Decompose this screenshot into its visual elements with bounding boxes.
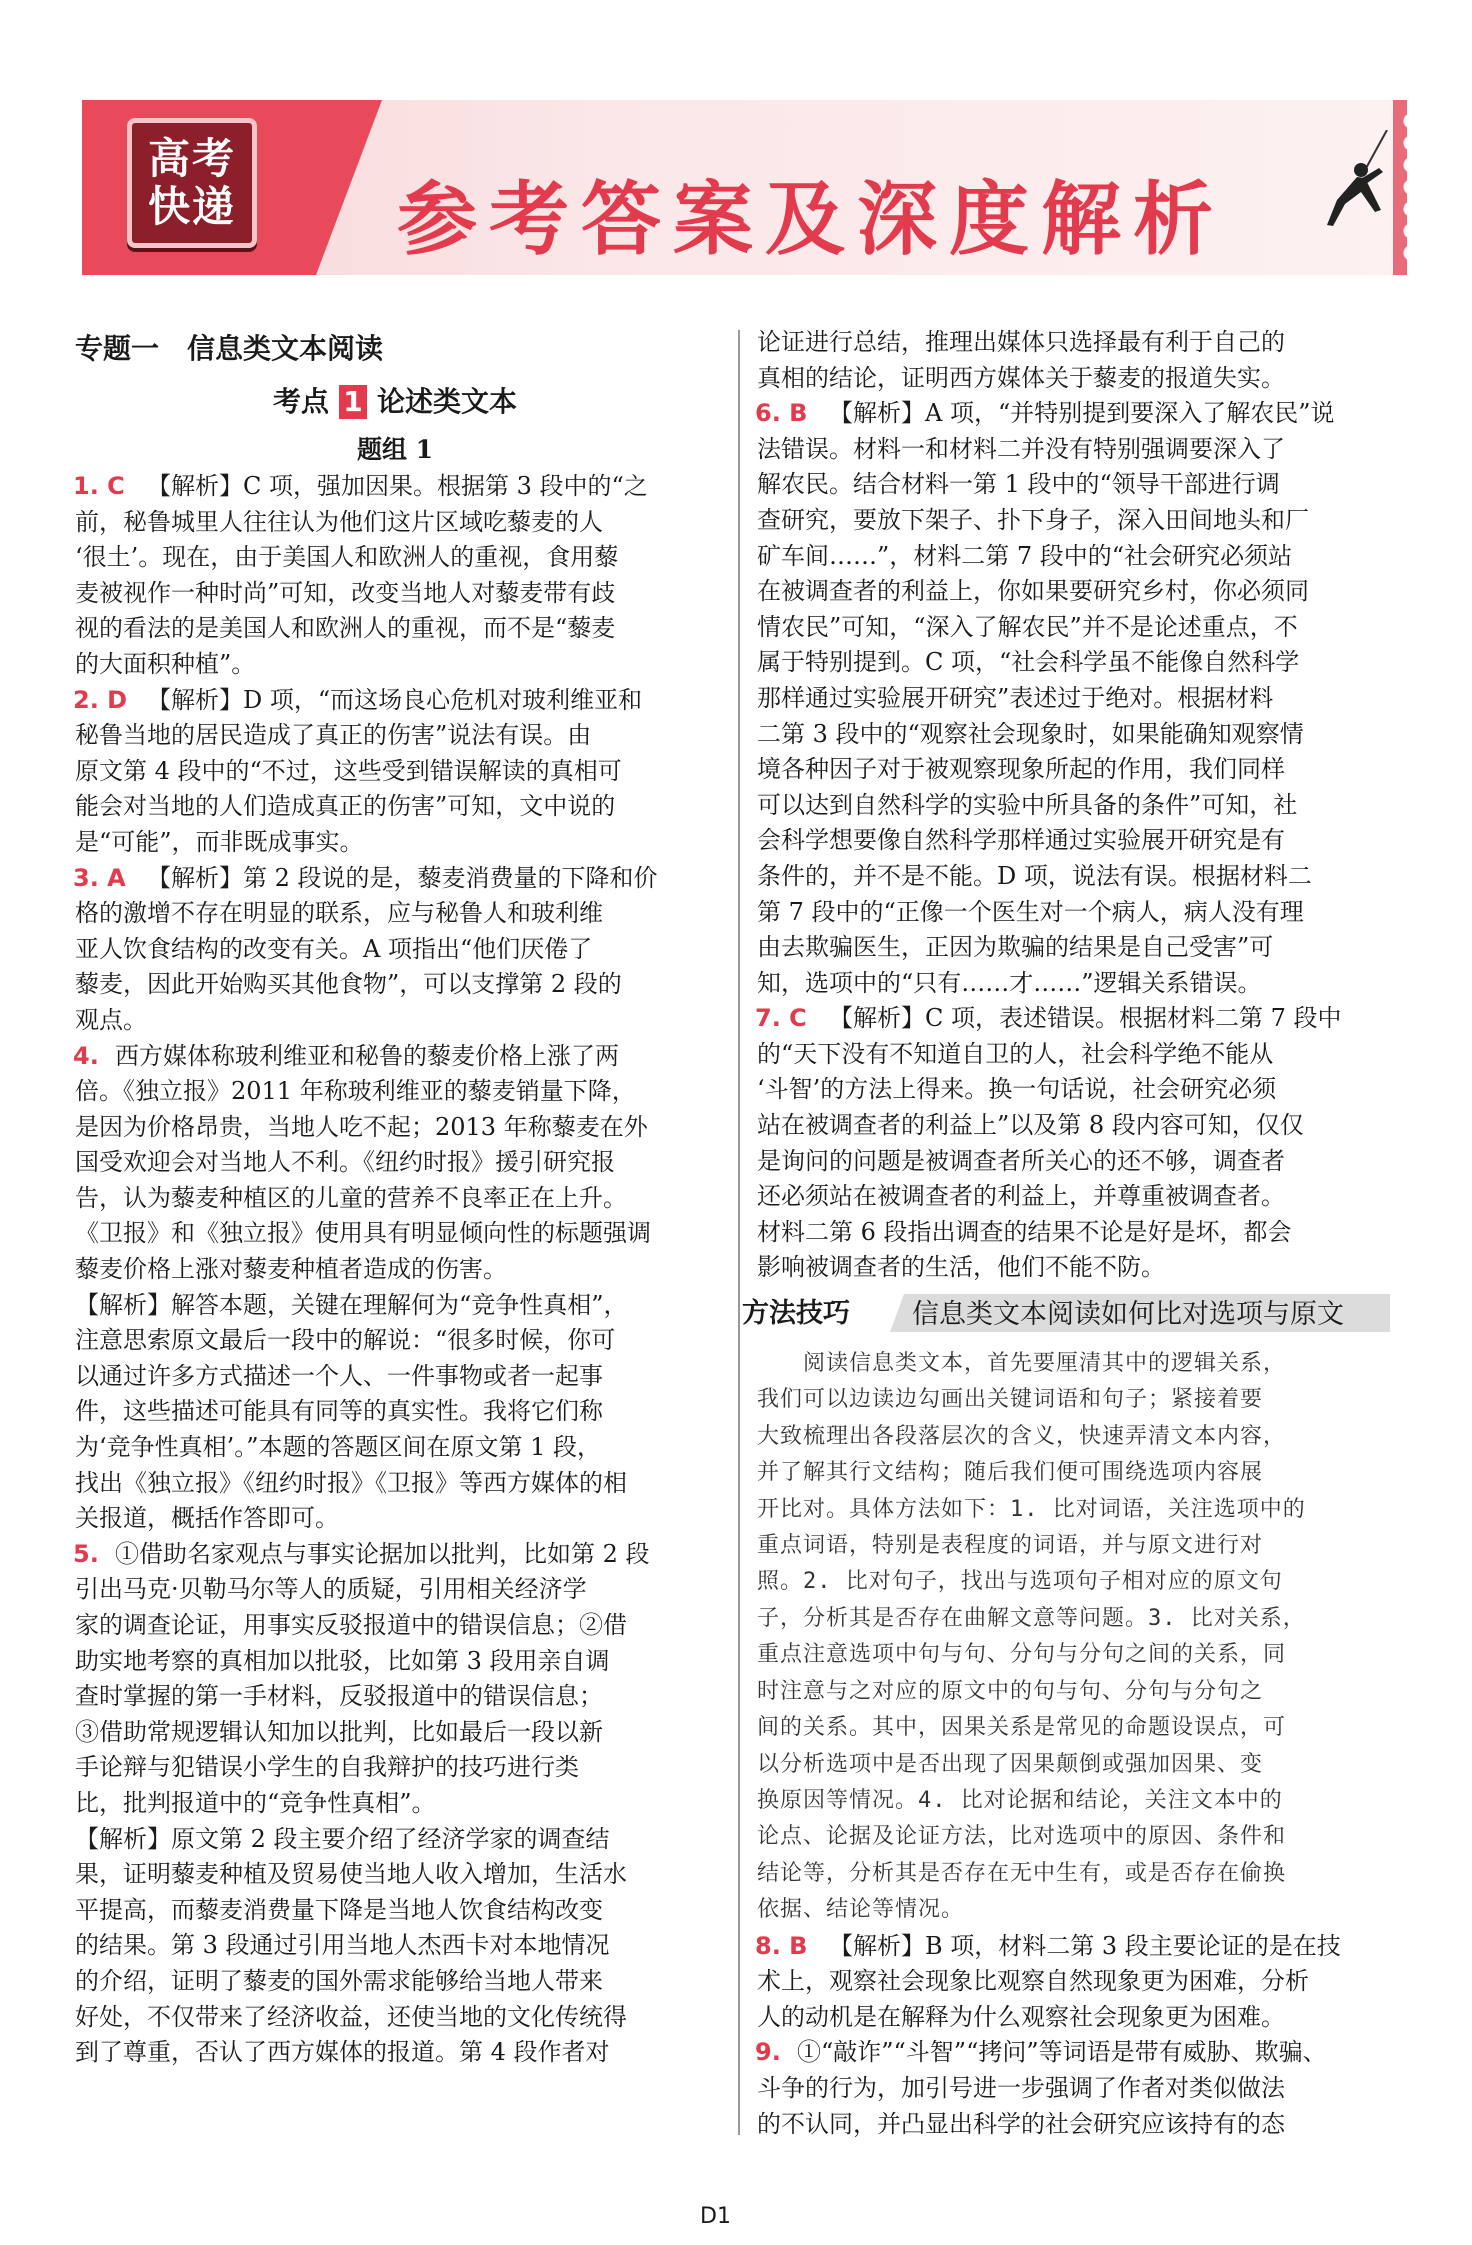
answer-text: 【解析】D 项，“而这场良心危机对玻利维亚和 [147, 685, 643, 714]
answer-line [757, 610, 1389, 646]
method-line: 间的关系。其中，因果关系是常见的命题设误点，可 [757, 1715, 1287, 1741]
page-number: D1 [700, 2204, 731, 2229]
answer-line [757, 752, 1389, 788]
answer-text: 倍。《独立报》2011 年称玻利维亚的藜麦销量下降， [75, 1077, 636, 1106]
method-line: 以分析选项中是否出现了因果颠倒或强加因果、变 [757, 1751, 1264, 1777]
answer-text: 好处，不仅带来了经济收益，还使当地的文化传统得 [75, 2002, 627, 2031]
answer-q2 [75, 683, 715, 861]
answer-text: 西方媒体称玻利维亚和秘鲁的藜麦价格上涨了两 [115, 1041, 619, 1070]
answer-line [75, 2000, 715, 2036]
method-tips-label: 方法技巧 [742, 1298, 850, 1330]
answer-line [75, 967, 715, 1003]
answer-line [75, 1110, 715, 1146]
answer-q8 [757, 1929, 1389, 2036]
answer-text: 的不认同，并凸显出科学的社会研究应该持有的态 [757, 2109, 1285, 2138]
method-line: 开比对。具体方法如下：1. 比对词语，关注选项中的 [757, 1496, 1306, 1522]
column-divider [738, 330, 740, 2135]
answer-q5 [75, 1537, 715, 2071]
answer-line [757, 396, 1389, 432]
answer-line [75, 896, 715, 932]
answer-text: 《卫报》和《独立报》使用具有明显倾向性的标题强调 [75, 1219, 651, 1248]
answer-line [757, 1108, 1389, 1144]
answer-text: 引出马克·贝勒马尔等人的质疑，引用相关经济学 [75, 1575, 587, 1604]
question-number: 8. B [755, 1931, 808, 1960]
answer-line [75, 505, 715, 541]
answer-line [75, 1394, 715, 1430]
answer-text: 矿车间……”，材料二第 7 段中的“社会研究必须站 [757, 541, 1293, 570]
answer-line [757, 930, 1389, 966]
answer-text: 藜麦价格上涨对藜麦种植者造成的伤害。 [75, 1255, 507, 1284]
answer-line [75, 1216, 715, 1252]
left-column [75, 325, 715, 2071]
answer-text: 找出《独立报》《纽约时报》《卫报》等西方媒体的相 [75, 1468, 627, 1497]
answer-text: 前，秘鲁城里人往往认为他们这片区域吃藜麦的人 [75, 507, 603, 536]
kaodian-heading [75, 373, 715, 431]
answer-line [75, 1928, 715, 1964]
method-tips-body [757, 1346, 1389, 1929]
answer-text: 站在被调查者的利益上”以及第 8 段内容可知，仅仅 [757, 1111, 1304, 1140]
answer-text: 解农民。结合材料一第 1 段中的“领导干部进行调 [757, 470, 1280, 499]
answer-line [757, 859, 1389, 895]
answer-text: 二第 3 段中的“观察社会现象时，如果能确知观察情 [757, 719, 1304, 748]
method-line: 子，分析其是否存在曲解文意等问题。3. 比对关系， [757, 1605, 1306, 1631]
answer-line [757, 645, 1389, 681]
right-column [742, 325, 1389, 2142]
answer-line [75, 1964, 715, 2000]
answer-text: 人的动机是在解释为什么观察社会现象更为困难。 [757, 2002, 1285, 2031]
answer-text: 境各种因子对于被观察现象所起的作用，我们同样 [757, 755, 1285, 784]
answer-text: 注意思索原文最后一段中的解说：“很多时候，你可 [75, 1326, 616, 1355]
answer-text: 助实地考察的真相加以批驳，比如第 3 段用亲自调 [75, 1646, 610, 1675]
answer-text: 材料二第 6 段指出调查的结果不论是好是坏，都会 [757, 1217, 1292, 1246]
answer-line [75, 1501, 715, 1537]
section-title: 专题一 信息类文本阅读 [75, 332, 384, 365]
answer-line [75, 1323, 715, 1359]
answer-text: 为‘竞争性真相’。”本题的答题区间在原文第 1 段， [75, 1433, 602, 1462]
method-line: 照。2. 比对句子，找出与选项句子相对应的原文句 [757, 1569, 1283, 1595]
answer-text: 法错误。材料一和材料二并没有特别强调要深入了 [757, 434, 1285, 463]
answer-text: 【解析】B 项，材料二第 3 段主要论证的是在技 [829, 1931, 1341, 1960]
answer-text: 到了尊重，否认了西方媒体的报道。第 4 段作者对 [75, 2038, 610, 2067]
group-title: 题组 1 [356, 435, 434, 464]
answer-line [75, 1288, 715, 1324]
answer-line [75, 2035, 715, 2071]
method-tips-header [742, 1292, 1390, 1338]
answer-line [75, 1074, 715, 1110]
answer-line [75, 1039, 715, 1075]
answer-q3 [75, 861, 715, 1039]
answer-text: ①“敲诈”“斗智”“拷问”等词语是带有威胁、欺骗、 [797, 2038, 1327, 2067]
kaodian-label: 考点 [272, 385, 329, 418]
answer-line [75, 861, 715, 897]
question-number: 6. B [755, 399, 808, 428]
header-banner [82, 100, 1407, 275]
answer-line [75, 1252, 715, 1288]
answer-text: 是询问的问题是被调查者所关心的还不够，调查者 [757, 1146, 1285, 1175]
answer-text: 亚人饮食结构的改变有关。A 项指出“他们厌倦了 [75, 934, 593, 963]
kaodian-title: 论述类文本 [377, 385, 518, 418]
answer-text: 【解析】A 项，“并特别提到要深入了解农民”说 [829, 399, 1335, 428]
answer-text: ‘很土’。现在，由于美国人和欧洲人的重视，食用藜 [75, 543, 619, 572]
answer-text: 件，这些描述可能具有同等的真实性。我将它们称 [75, 1397, 603, 1426]
answer-line [75, 1644, 715, 1680]
answer-line [75, 1145, 715, 1181]
answer-line [757, 432, 1389, 468]
method-line: 论点、论据及论证方法，比对选项中的原因、条件和 [757, 1824, 1287, 1850]
answer-line [75, 1786, 715, 1822]
answer-line [75, 1003, 715, 1039]
answer-text: 【解析】第 2 段说的是，藜麦消费量的下降和价 [147, 863, 658, 892]
method-line: 依据、结论等情况。 [757, 1897, 965, 1923]
answer-line [757, 1037, 1389, 1073]
answer-line [757, 2035, 1389, 2071]
answer-text: 斗争的行为，加引号进一步强调了作者对类似做法 [757, 2073, 1285, 2102]
question-number: 1. C [73, 472, 125, 500]
answer-text: 比，批判报道中的“竞争性真相”。 [75, 1788, 436, 1817]
answer-text: 的结果。第 3 段通过引用当地人杰西卡对本地情况 [75, 1931, 610, 1960]
answer-line [75, 1572, 715, 1608]
answer-line [75, 1466, 715, 1502]
answer-text: 条件的，并不是不能。D 项，说法有误。根据材料二 [757, 861, 1312, 890]
answer-line [757, 539, 1389, 575]
answer-line [75, 1893, 715, 1929]
answer-line [75, 1715, 715, 1751]
question-number: 2. D [73, 685, 128, 714]
answer-text: 第 7 段中的“正像一个医生对一个病人，病人没有理 [757, 897, 1304, 926]
method-line: 结论等，分析其是否存在无中生有，或是否存在偷换 [757, 1860, 1287, 1886]
q5-continued [757, 325, 1389, 396]
answer-text: 影响被调查者的生活，他们不能不防。 [757, 1253, 1165, 1282]
answer-text: 情农民”可知，“深入了解农民”并不是论述重点，不 [757, 612, 1298, 641]
answer-text: 以通过许多方式描述一个人、一件事物或者一起事 [75, 1361, 603, 1390]
answer-line [757, 1250, 1389, 1286]
answer-q6 [757, 396, 1389, 1001]
answer-line [757, 1179, 1389, 1215]
answer-text: 可以达到自然科学的实验中所具备的条件”可知，社 [757, 790, 1298, 819]
page-title: 参考答案及深度解析 [397, 172, 1225, 266]
answer-text: 是“可能”，而非既成事实。 [75, 827, 364, 856]
answer-text: ③借助常规逻辑认知加以批判，比如最后一段以新 [75, 1717, 603, 1746]
answer-line [75, 1750, 715, 1786]
answer-text: ‘斗智’的方法上得来。换一句话说，社会研究必须 [757, 1075, 1277, 1104]
climber-silhouette-icon [1317, 130, 1397, 240]
answer-text: 能会对当地的人们造成真正的伤害”可知，文中说的 [75, 792, 616, 821]
answer-line [75, 932, 715, 968]
answer-line [757, 823, 1389, 859]
answer-text: 麦被视作一种时尚”可知，改变当地人对藜麦带有歧 [75, 578, 616, 607]
answer-text: 国受欢迎会对当地人不利。《纽约时报》援引研究报 [75, 1148, 615, 1177]
question-number: 4. [73, 1041, 99, 1070]
answer-line [757, 2000, 1389, 2036]
answer-text: 的大面积种植”。 [75, 649, 256, 678]
answer-text: 观点。 [75, 1005, 147, 1034]
method-line: 时注意与之对应的原文中的句与句、分句与分句之 [757, 1678, 1264, 1704]
answer-text: 视的看法的是美国人和欧洲人的重视，而不是“藜麦 [75, 614, 616, 643]
answer-text: 查时掌握的第一手材料，反驳报道中的错误信息； [75, 1682, 603, 1711]
answer-text: 秘鲁当地的居民造成了真正的伤害”说法有误。由 [75, 721, 592, 750]
answer-line [757, 503, 1389, 539]
answer-line [75, 718, 715, 754]
answer-line [757, 681, 1389, 717]
answer-line [757, 1964, 1389, 2000]
answer-line [757, 574, 1389, 610]
gaokao-kuaidi-logo [127, 118, 257, 248]
question-number: 3. A [73, 863, 126, 892]
answer-line [757, 1215, 1389, 1251]
answer-line [75, 1822, 715, 1858]
answer-line [75, 611, 715, 647]
watermark: ​ [285, 1281, 315, 1442]
answer-line [757, 2107, 1389, 2143]
method-line: 重点注意选项中句与句、分句与分句之间的关系，同 [757, 1642, 1287, 1668]
answer-line [75, 1608, 715, 1644]
kaodian-number-badge: 1 [339, 385, 367, 419]
answer-line [757, 1001, 1389, 1037]
answer-q4 [75, 1039, 715, 1537]
answer-line [75, 576, 715, 612]
answer-line [757, 717, 1389, 753]
answer-line [75, 1181, 715, 1217]
answer-text: 在被调查者的利益上，你如果要研究乡村，你必须同 [757, 577, 1309, 606]
answer-text: 关报道，概括作答即可。 [75, 1504, 339, 1533]
answer-line [757, 2071, 1389, 2107]
method-line: 阅读信息类文本，首先要厘清其中的逻辑关系， [757, 1351, 1287, 1377]
answer-text: 知，选项中的“只有……才……”逻辑关系错误。 [757, 968, 1262, 997]
answer-line [75, 683, 715, 719]
answer-text: 家的调查论证，用事实反驳报道中的错误信息；②借 [75, 1611, 627, 1639]
answer-q7 [757, 1001, 1389, 1286]
answer-text: 【解析】原文第 2 段主要介绍了经济学家的调查结 [75, 1824, 610, 1853]
answer-line [75, 1430, 715, 1466]
answer-text: 由去欺骗医生，正因为欺骗的结果是自己受害”可 [757, 933, 1274, 962]
answer-line [75, 1679, 715, 1715]
answer-text: 平提高，而藜麦消费量下降是当地人饮食结构改变 [75, 1895, 603, 1924]
answer-text: 查研究，要放下架子、扑下身子，深入田间地头和厂 [757, 505, 1309, 534]
answer-text: 告，认为藜麦种植区的儿童的营养不良率正在上升。 [75, 1183, 627, 1212]
answer-line [75, 825, 715, 861]
answer-line [757, 1929, 1389, 1965]
answer-line [757, 1144, 1389, 1180]
answer-line [75, 469, 715, 505]
answer-text: 手论辩与犯错误小学生的自我辩护的技巧进行类 [75, 1753, 579, 1782]
answer-q9 [757, 2035, 1389, 2142]
method-line: 重点词语，特别是表程度的词语，并与原文进行对 [757, 1533, 1264, 1559]
method-line: 大致梳理出各段落层次的含义，快速弄清文本内容， [757, 1423, 1287, 1449]
answer-text: 格的激增不存在明显的联系，应与秘鲁人和玻利维 [75, 899, 603, 928]
answer-line [75, 1359, 715, 1395]
answer-line [757, 966, 1389, 1002]
answer-line [75, 1857, 715, 1893]
answer-text: 属于特别提到。C 项，“社会科学虽不能像自然科学 [757, 648, 1300, 677]
answer-line [757, 1072, 1389, 1108]
method-tips-title: 信息类文本阅读如何比对选项与原文 [912, 1299, 1344, 1331]
answer-text: 会科学想要像自然科学那样通过实验展开研究是有 [757, 826, 1285, 855]
answer-line: 论证进行总结，推理出媒体只选择最有利于自己的 [757, 328, 1285, 356]
answer-line [75, 754, 715, 790]
answer-text: 【解析】C 项，强加因果。根据第 3 段中的“之 [147, 472, 648, 500]
answer-line: 真相的结论，证明西方媒体关于藜麦的报道失实。 [757, 363, 1285, 392]
answer-text: 果，证明藜麦种植及贸易使当地人收入增加，生活水 [75, 1860, 627, 1889]
answer-text: 还必须站在被调查者的利益上，并尊重被调查者。 [757, 1182, 1285, 1211]
logo-line-1: 高考 [147, 134, 236, 183]
answer-q1 [75, 469, 715, 683]
logo-line-2: 快递 [147, 182, 236, 231]
answer-text: 原文第 4 段中的“不过，这些受到错误解读的真相可 [75, 756, 622, 785]
answer-text: 术上，观察社会现象比观察自然现象更为困难，分析 [757, 1967, 1309, 1996]
question-number: 7. C [755, 1004, 807, 1033]
method-line: 换原因等情况。4. 比对论据和结论，关注文本中的 [757, 1787, 1283, 1813]
answer-text: 那样通过实验展开研究”表述过于绝对。根据材料 [757, 683, 1274, 712]
answer-text: ①借助名家观点与事实论据加以批判，比如第 2 段 [115, 1539, 650, 1568]
answer-text: 的介绍，证明了藜麦的国外需求能够给当地人带来 [75, 1966, 603, 1995]
answer-text: 藜麦，因此开始购买其他食物”，可以支撑第 2 段的 [75, 970, 622, 999]
answer-text: 【解析】解答本题，关键在理解何为“竞争性真相”， [75, 1290, 628, 1319]
answer-text: 【解析】C 项，表述错误。根据材料二第 7 段中 [829, 1004, 1342, 1033]
answer-line [75, 789, 715, 825]
answer-line [757, 788, 1389, 824]
answer-text: 是因为价格昂贵，当地人吃不起；2013 年称藜麦在外 [75, 1112, 648, 1141]
question-number: 9. [755, 2038, 781, 2067]
answer-text: 的“天下没有不知道自卫的人，社会科学绝不能从 [757, 1039, 1274, 1068]
answer-line [75, 647, 715, 683]
answer-line [75, 540, 715, 576]
question-number: 5. [73, 1539, 99, 1568]
method-line: 并了解其行文结构；随后我们便可围绕选项内容展 [757, 1460, 1264, 1486]
answer-line [757, 895, 1389, 931]
answer-line [75, 1537, 715, 1573]
answer-line [757, 467, 1389, 503]
method-line: 我们可以边读边勾画出关键词语和句子；紧接着要 [757, 1387, 1264, 1413]
